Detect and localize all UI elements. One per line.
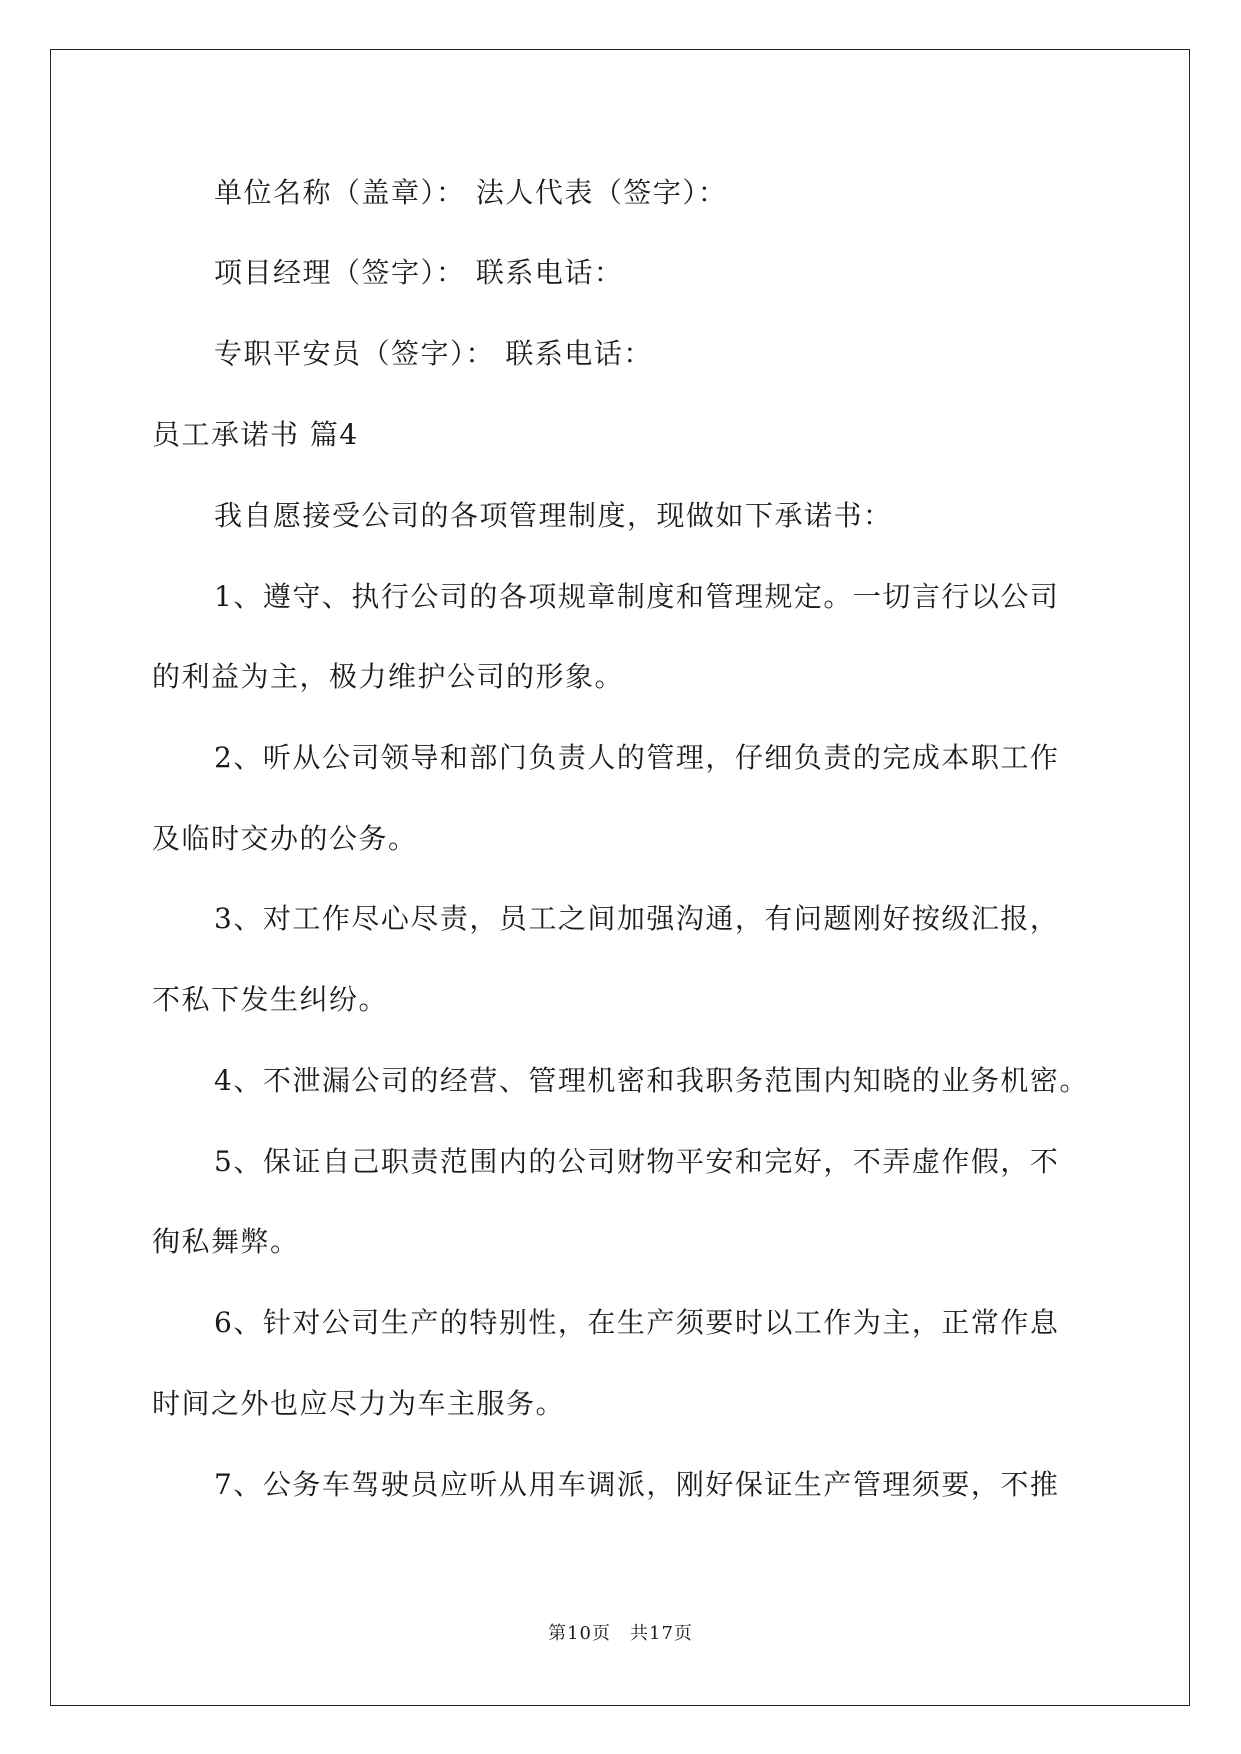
list-item: 3、对工作尽心尽责，员工之间加强沟通，有问题刚好按级汇报， — [214, 902, 1060, 935]
list-item: 5、保证自己职责范围内的公司财物平安和完好，不弄虚作假，不 — [214, 1145, 1060, 1178]
list-item: 2、听从公司领导和部门负责人的管理，仔细负责的完成本职工作 — [214, 741, 1060, 774]
signature-safety-line: 专职平安员（签字）： 联系电话： — [214, 337, 653, 370]
list-item-continuation: 时间之外也应尽力为车主服务。 — [152, 1387, 566, 1420]
page-border — [50, 49, 1190, 1706]
list-item: 4、不泄漏公司的经营、管理机密和我职务范围内知晓的业务机密。 — [214, 1064, 1089, 1097]
list-item-continuation: 徇私舞弊。 — [152, 1225, 300, 1258]
list-item-continuation: 的利益为主，极力维护公司的形象。 — [152, 660, 625, 693]
intro-paragraph: 我自愿接受公司的各项管理制度，现做如下承诺书： — [214, 499, 893, 532]
list-item: 7、公务车驾驶员应听从用车调派，刚好保证生产管理须要，不推 — [214, 1468, 1060, 1501]
section-title: 员工承诺书 篇4 — [152, 418, 359, 451]
signature-pm-line: 项目经理（签字）： 联系电话： — [214, 256, 624, 289]
signature-unit-line: 单位名称（盖章）： 法人代表（签字）： — [214, 176, 728, 209]
list-item-continuation: 及临时交办的公务。 — [152, 822, 418, 855]
list-item: 6、针对公司生产的特别性，在生产须要时以工作为主，正常作息 — [214, 1306, 1060, 1339]
list-item-continuation: 不私下发生纠纷。 — [152, 983, 389, 1016]
page-number-footer: 第10页 共17页 — [548, 1623, 693, 1644]
list-item: 1、遵守、执行公司的各项规章制度和管理规定。一切言行以公司 — [214, 580, 1060, 613]
